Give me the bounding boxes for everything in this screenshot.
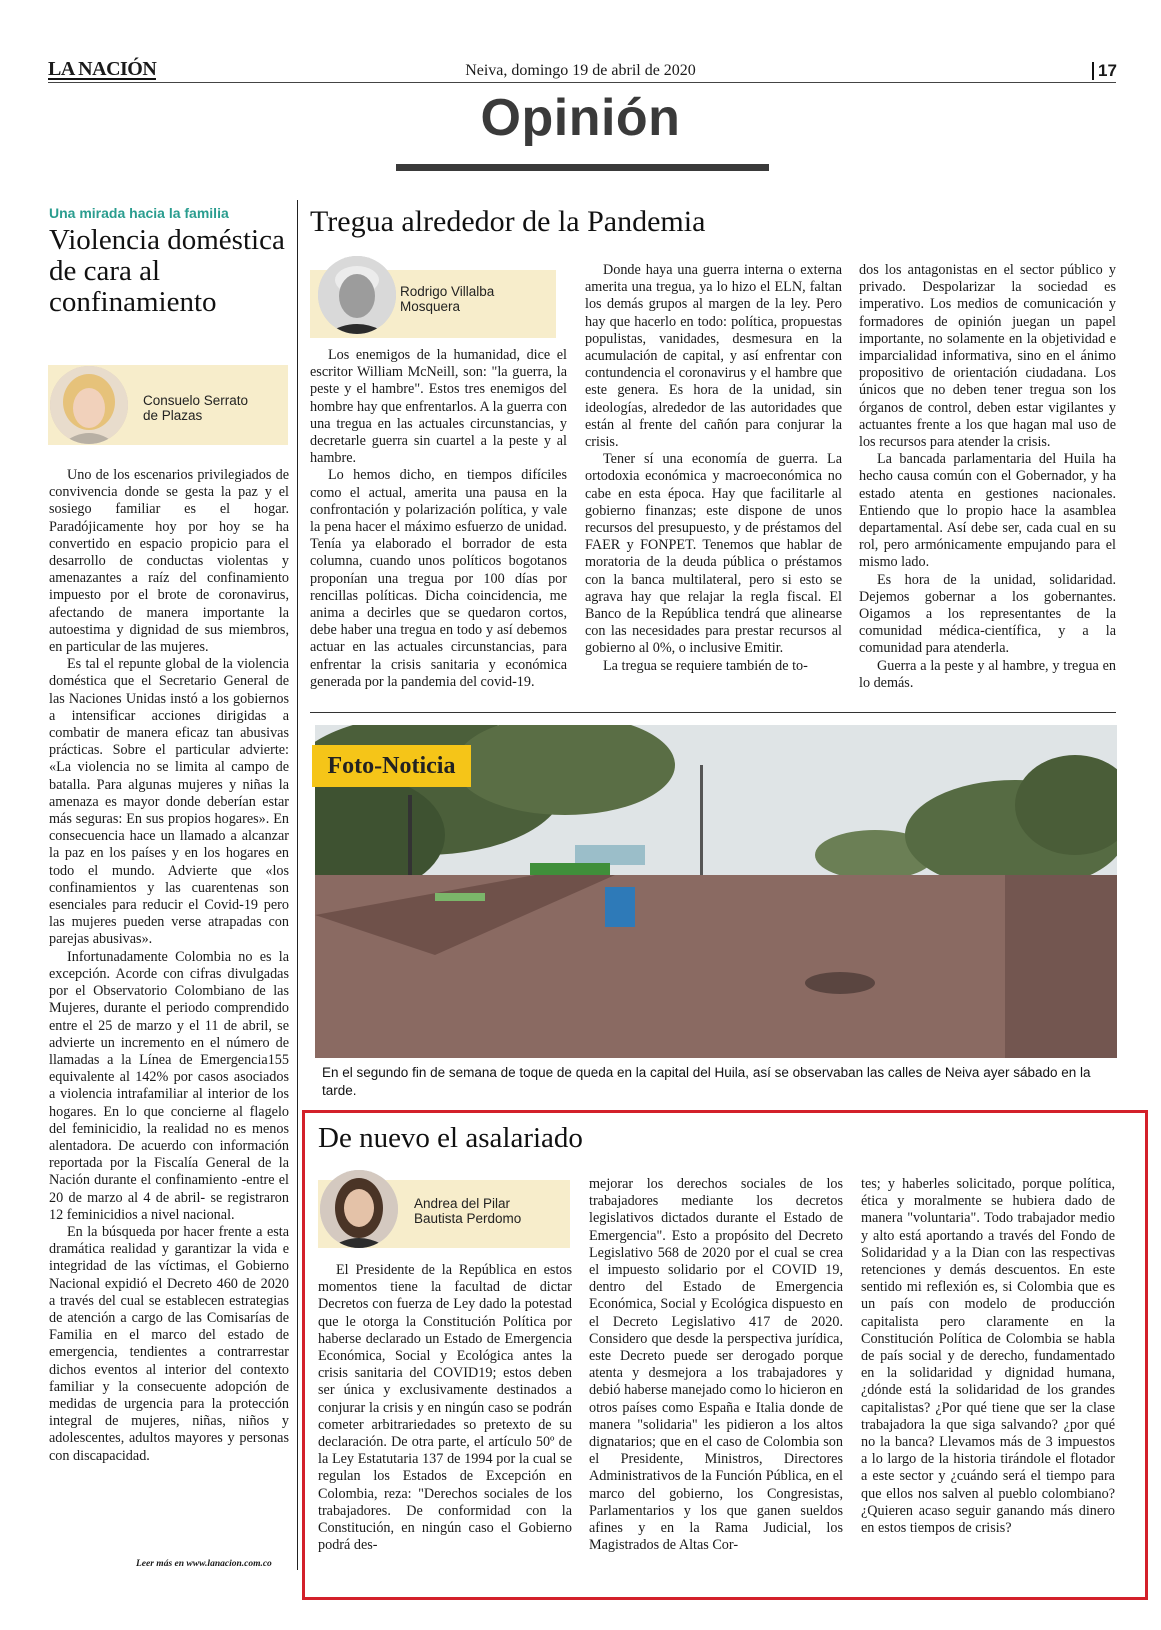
section-title: Opinión — [480, 89, 681, 147]
paragraph: El Presidente de la República en estos momentos tiene la facultad de dictar Decretos con fuerza de Ley dado la potestad que le otorga la Constitución Política por haberse declarado un Estado de Emergencia Económica, Social y Ecológica antes la crisis sanitaria del COVID19; estos deben ser única y exclusivamente destinados a conjurar la crisis y en ningún caso se podrán cometer arbitrariedades so pretexto de su declaración. De otra parte, el artículo 50º de la Ley Estatutaria 137 de 1994 por la cual se regulan los Estados de Excepción en Colombia, reza: "Derechos sociales de los trabajadores. De conformidad con la Constitución, en ningún caso el Gobierno podrá des- — [318, 1262, 572, 1554]
bottom-article-col1 — [318, 1262, 572, 1554]
newspaper-logo: LA NACIÓN — [48, 58, 157, 80]
author-name-line1: Andrea del Pilar — [414, 1196, 511, 1211]
paragraph: Infortunadamente Colombia no es la excepción. Acorde con cifras divulgadas por el Observatorio Colombiano de las Mujeres, durante el periodo comprendido entre el 25 de marzo y el 11 de abril, se advierte un incremento en el número de llamadas a la Línea de Emergencia155 equivalente al 142% por casos asociados a violencia intrafamiliar al interior de los hogares. En lo que concierne al flagelo del feminicidio, la realidad no es menos alentadora. De acuerdo con información reportada por la Fiscalía General de la Nación durante el confinamiento -entre el 20 de marzo al 4 de abril- se registraron 12 feminicidios a nivel nacional. — [49, 948, 289, 1223]
top-article-col2 — [585, 262, 842, 675]
article-divider — [310, 712, 1116, 713]
paragraph: Es hora de la unidad, solidaridad. Dejemos gobernar a los gobernantes. Oigamos a los representantes de la comunidad médica-científica, y a la comunidad para atenderla. — [859, 571, 1116, 657]
paragraph: Los enemigos de la humanidad, dice el escritor William McNeill, son: "la guerra, la peste y el hambre". Estos tres enemigos del hombre hay que enfrentarlos. A la guerra con una tregua en las actuales circunstancias, y decretarle guerra sin cuartel a la peste y al hambre. — [310, 347, 567, 467]
man-portrait-icon — [318, 256, 396, 334]
bottom-article-col2 — [589, 1176, 843, 1554]
left-article-kicker: Una mirada hacia la familia — [49, 205, 229, 221]
paragraph: Lo hemos dicho, en tiempos difíciles como el actual, amerita una pausa en la confrontación y polarización política, y vale la pena hacer el máximo esfuerzo de unidad. Tenía ya elaborado el borrador de esta columna, cuando unos políticos bogotanos proponían una tregua por 100 días por rencillas políticas. Dicha coincidencia, me anima a decirles que se quedaron cortos, debe haber una tregua en todo y así debemos actuar en las actuales circunstancias, para enfrentar la crisis sanitaria y económica generada por la pandemia del covid-19. — [310, 467, 567, 690]
paragraph: Es tal el repunte global de la violencia doméstica que el Secretario General de las Naciones Unidas instó a los gobiernos a intensificar acciones dirigidas a combatir de manera eficaz tan abusivas prácticas. Sobre el particular advierte: «La violencia no se limita al campo de batalla. Para algunas mujeres y niñas la amenaza es mayor donde deberían estar más seguras: En sus propios hogares». En consecuencia hace un llamado a alcanzar la paz en los países y en los hogares en todo el mundo. Advierte que «los confinamientos y las cuarentenas son esenciales para reducir el Covid-19 pero las mujeres pueden verse atrapadas con parejas abusivas». — [49, 656, 289, 948]
author-name-line2: Mosquera — [400, 299, 461, 314]
paragraph: dos los antagonistas en el sector público y privado. Despolarizar la sociedad es imperativo. Los medios de comunicación y formadores de opinión juegan un papel importante, no solamente en la objetividad e imparcialidad informativa, sino en el ánimo propositivo de orientación ciudadana. Los únicos que no deben tener tregua son los órganos de control, deben estar vigilantes y actuantes frente a los que hagan mal uso de los recursos para atender la crisis. — [859, 262, 1116, 451]
column-divider — [297, 200, 298, 1570]
left-article-headline: Violencia doméstica de cara al confinamiento — [49, 224, 285, 318]
author-photo-consuelo — [50, 366, 128, 444]
top-author-box — [310, 270, 556, 338]
author-photo-rodrigo — [318, 256, 396, 334]
paragraph: tes; y haberles solicitado, porque política, ética y moralmente se hubiera dado de manera "voluntaria". Todo trabajador medio y alto está aportando a través del Fondo de Solidaridad y a la Dian con las respectivas retenciones y demás descuentos. En este sentido mi reflexión es, si Colombia que es un país con modelo de producción capitalista pero claramente en la Constitución Política de Colombia se habla de país social y de derecho, fundamentado en la solidaridad y dignidad humana, ¿dónde está la solidaridad de los grandes capitalistas? ¿Por qué tiene que ser la clase trabajadora la que siga salvando? ¿por qué no la banca? Llevamos más de 3 impuestos a lo largo de la historia tirándole el flotador a este sector y ¿cuándo será el tiempo para que ellos nos salven al pueblo colombiano? ¿Quieren acaso seguir ganando más dinero en estos tiempos de crisis? — [861, 1176, 1115, 1537]
woman-portrait-icon — [50, 366, 128, 444]
author-name-line1: Consuelo Serrato — [143, 393, 249, 408]
paragraph: La bancada parlamentaria del Huila ha hecho causa común con el Gobernador, y ha estado atenta en gestiones nacionales. Entiendo que lo propio hace la asamblea departamental. Así debe ser, cada cual en su rol, pero armónicamente empujando para el mismo lado. — [859, 451, 1116, 571]
dateline: Neiva, domingo 19 de abril de 2020 — [465, 62, 696, 79]
paragraph: Tener sí una economía de guerra. La ortodoxia económica y macroeconómica no cabe en esta época. Hay que facilitarle al gobierno finanzas; este dispone de unos recursos del presupuesto, y de préstamos del FAER y FONPET. Tenemos que hablar de moratoria de la deuda pública o préstamos con la banca multilateral, pero si esto se agrava hay que relajar la regla fiscal. El Banco de la República tendrá que alinearse con las necesidades para prestar recursos al gobierno al 0%, o inclusive Emitir. — [585, 451, 842, 657]
author-name-line1: Rodrigo Villalba — [400, 284, 495, 299]
author-name-line2: Bautista Perdomo — [414, 1211, 522, 1226]
left-author-box — [48, 365, 288, 445]
foto-noticia-label: Foto-Noticia — [312, 745, 471, 787]
left-article-body — [49, 467, 289, 1465]
top-article-headline: Tregua alrededor de la Pandemia — [310, 205, 706, 238]
section-underline — [396, 164, 769, 171]
bottom-author-box — [318, 1180, 570, 1248]
top-article-col3 — [859, 262, 1116, 692]
author-name-line2: de Plazas — [143, 408, 203, 423]
paragraph: mejorar los derechos sociales de los trabajadores mediante los decretos legislativos dictados durante el Estado de Emergencia". Esto a propósito del Decreto Legislativo 568 de 2020 por el cual se crea el impuesto solidario por el COVID 19, dentro del Estado de Emergencia Económica, Social y Ecológica dispuesto en el Decreto Legislativo 417 de 2020. Considero que desde la perspectiva jurídica, este Decreto puede ser derogado porque atenta y desmejora a los trabajadores y debió haberse manejado como lo hicieron en otros países como España e Italia donde de manera "solidaria" les pidieron a los altos dignatarios; que en el caso de Colombia son el Presidente, Ministros, Directores Administrativos de la Función Pública, en el marco del gobierno, los Congresistas, Parlamentarios y los que ganen sueldos afines y en la Rama Judicial, los Magistrados de Altas Cor- — [589, 1176, 843, 1554]
paragraph: Uno de los escenarios privilegiados de convivencia donde se gesta la paz y el sosiego familiar es el hogar. Paradójicamente hoy por hoy se ha convertido en espacio propicio para el desarrollo de conductas violentas y amenazantes a raíz del confinamiento impuesto por el brote de coronavirus, afectando de manera importante la autoestima y dignidad de sus miembros, en particular de las mujeres. — [49, 467, 289, 656]
woman-portrait-icon — [320, 1170, 398, 1248]
bottom-article-headline: De nuevo el asalariado — [318, 1122, 583, 1154]
paragraph: La tregua se requiere también de to- — [603, 657, 808, 674]
paragraph: En la búsqueda por hacer frente a esta dramática realidad y garantizar la vida e integridad de las víctimas, el Gobierno Nacional expidió el Decreto 460 de 2020 a través del cual se establecen estrategias de atención a cargo de las Comisarías de Familia en el marco del estado de emergencia, tendientes a contrarrestar dichos eventos al interior del contexto familiar y la consecuente adopción de medidas de urgencia para la protección integral de mujeres, niñas, niños y adolescentes, adultos mayores y personas con discapacidad. — [49, 1223, 289, 1464]
paragraph: Donde haya una guerra interna o externa amerita una tregua, ya lo hizo el ELN, faltan los demás grupos al margen de la ley. Pero hay que hacerlo en todo: política, propuestas populistas, vanidades, desmesura en la acumulación de capital, y así enfrentar con contundencia el coronavirus y el hambre que este genera. Es hora de la unidad, sin ideologías, alrededor de las autoridades que están al frente del cañón para conjurar la crisis. — [585, 262, 842, 451]
bottom-article-col3 — [861, 1176, 1115, 1537]
read-more-link[interactable]: Leer más en www.lanacion.com.co — [136, 1559, 272, 1569]
author-photo-andrea — [320, 1170, 398, 1248]
header-rule — [48, 82, 1116, 83]
page-number: 17 — [1092, 62, 1117, 80]
paragraph: Guerra a la peste y al hambre, y tregua en lo demás. — [859, 657, 1116, 691]
photo-caption: En el segundo fin de semana de toque de queda en la capital del Huila, así se observaban las calles de Neiva ayer sábado en la tarde. — [322, 1065, 1091, 1098]
top-article-col1 — [310, 347, 567, 691]
